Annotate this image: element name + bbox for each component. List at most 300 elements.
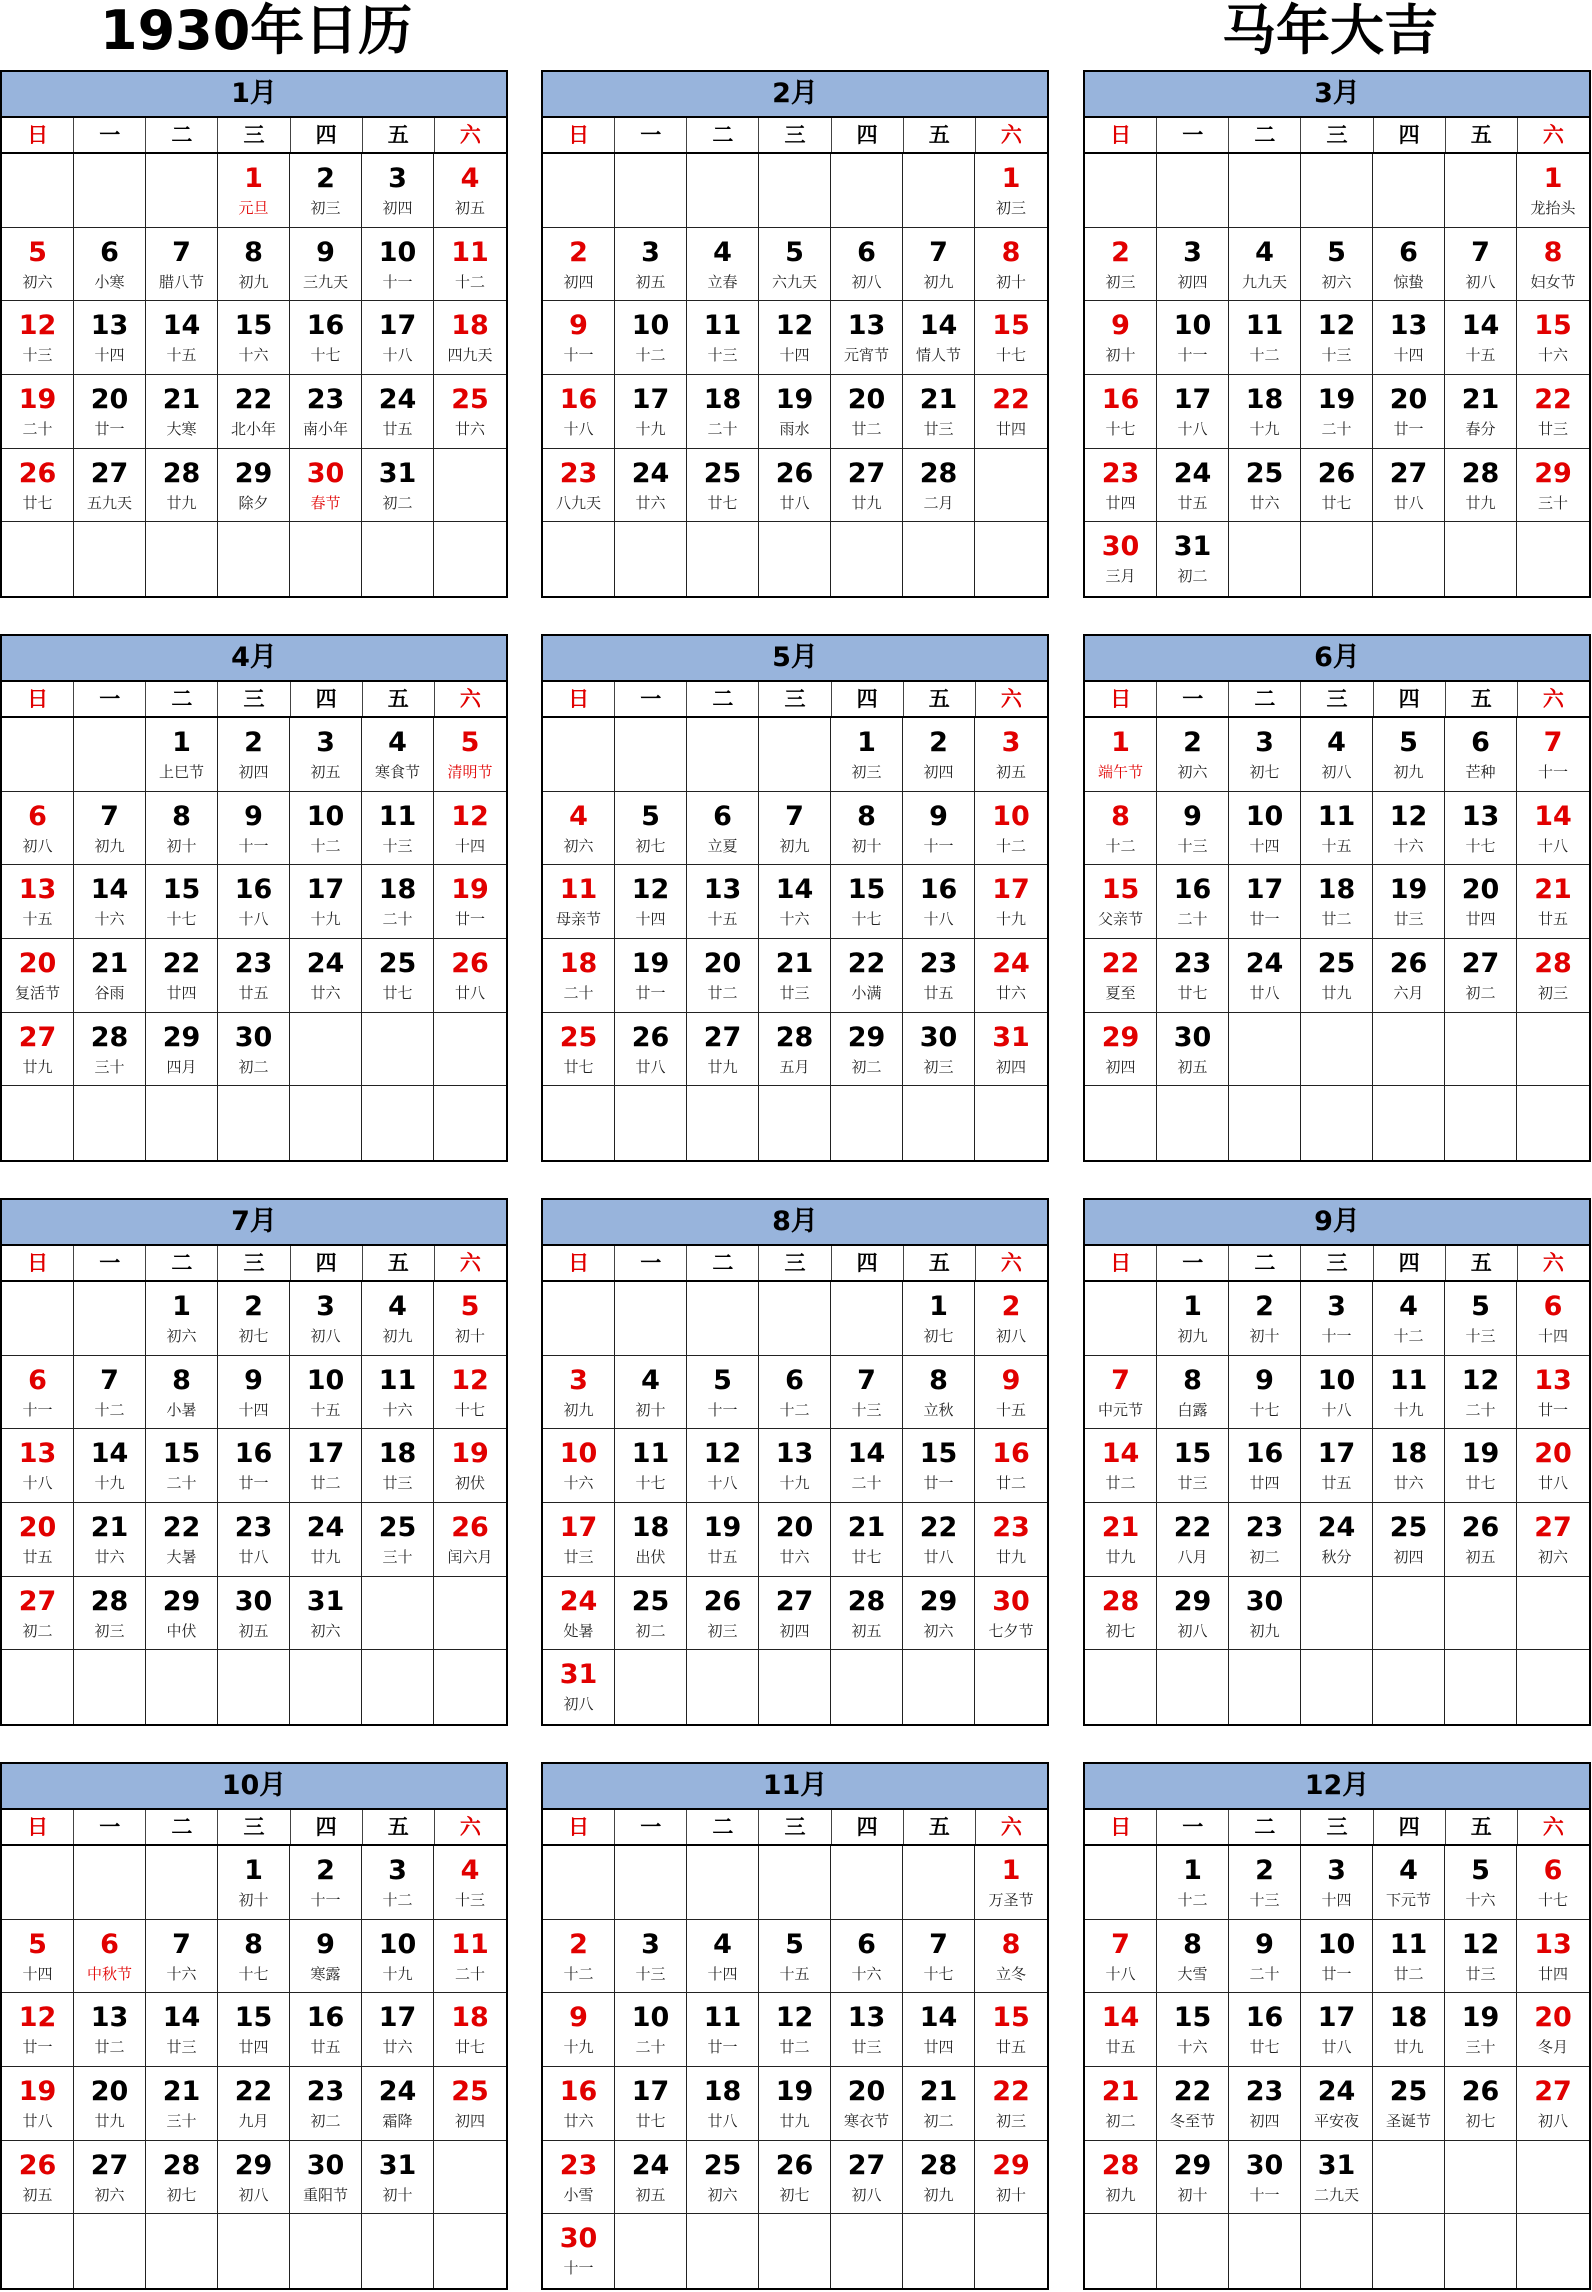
day-cell[interactable] [1445,1503,1517,1577]
day-cell[interactable] [831,939,903,1013]
day-cell[interactable] [1373,1356,1445,1430]
day-cell[interactable] [903,1013,975,1087]
day-cell[interactable] [1301,1846,1373,1920]
day-cell[interactable] [1373,792,1445,866]
day-cell[interactable] [218,1993,290,2067]
day-cell[interactable] [146,1429,218,1503]
day-cell[interactable] [1373,449,1445,523]
day-cell[interactable] [543,1356,615,1430]
day-cell[interactable] [759,1013,831,1087]
day-cell[interactable] [903,1356,975,1430]
day-cell[interactable] [687,1503,759,1577]
day-cell[interactable] [543,2214,615,2288]
day-cell[interactable] [1301,301,1373,375]
day-cell[interactable] [1229,792,1301,866]
day-cell[interactable] [831,1429,903,1503]
day-cell[interactable] [1517,1846,1589,1920]
day-cell[interactable] [1445,1993,1517,2067]
day-cell[interactable] [74,449,146,523]
day-cell[interactable] [434,1920,506,1994]
day-cell[interactable] [1445,375,1517,449]
day-cell[interactable] [975,1993,1047,2067]
day-cell[interactable] [2,1577,74,1651]
day-cell[interactable] [615,1993,687,2067]
day-cell[interactable] [74,1013,146,1087]
day-cell[interactable] [687,301,759,375]
day-cell[interactable] [903,2067,975,2141]
day-cell[interactable] [759,1429,831,1503]
day-cell[interactable] [218,1282,290,1356]
day-cell[interactable] [543,865,615,939]
day-cell[interactable] [615,228,687,302]
day-cell[interactable] [2,939,74,1013]
day-cell[interactable] [1517,1993,1589,2067]
day-cell[interactable] [74,1577,146,1651]
day-cell[interactable] [2,1920,74,1994]
day-cell[interactable] [831,1920,903,1994]
day-cell[interactable] [1445,718,1517,792]
day-cell[interactable] [1517,449,1589,523]
day-cell[interactable] [615,1920,687,1994]
day-cell[interactable] [543,1993,615,2067]
day-cell[interactable] [1085,301,1157,375]
day-cell[interactable] [1157,2067,1229,2141]
day-cell[interactable] [1157,1920,1229,1994]
day-cell[interactable] [74,2141,146,2215]
day-cell[interactable] [434,2067,506,2141]
day-cell[interactable] [434,865,506,939]
day-cell[interactable] [759,792,831,866]
day-cell[interactable] [1373,1920,1445,1994]
day-cell[interactable] [543,375,615,449]
day-cell[interactable] [1373,2067,1445,2141]
day-cell[interactable] [687,865,759,939]
day-cell[interactable] [1229,375,1301,449]
day-cell[interactable] [1157,1356,1229,1430]
day-cell[interactable] [1157,939,1229,1013]
day-cell[interactable] [759,1356,831,1430]
day-cell[interactable] [831,375,903,449]
day-cell[interactable] [759,2141,831,2215]
day-cell[interactable] [903,228,975,302]
day-cell[interactable] [543,1577,615,1651]
day-cell[interactable] [362,718,434,792]
day-cell[interactable] [74,1920,146,1994]
day-cell[interactable] [434,154,506,228]
day-cell[interactable] [1085,1577,1157,1651]
day-cell[interactable] [434,939,506,1013]
day-cell[interactable] [290,865,362,939]
day-cell[interactable] [1373,1503,1445,1577]
day-cell[interactable] [1301,449,1373,523]
day-cell[interactable] [146,449,218,523]
day-cell[interactable] [831,449,903,523]
day-cell[interactable] [1229,2141,1301,2215]
day-cell[interactable] [1373,865,1445,939]
day-cell[interactable] [1085,1356,1157,1430]
day-cell[interactable] [543,1013,615,1087]
day-cell[interactable] [831,228,903,302]
day-cell[interactable] [218,154,290,228]
day-cell[interactable] [1229,1282,1301,1356]
day-cell[interactable] [218,1356,290,1430]
day-cell[interactable] [74,1503,146,1577]
day-cell[interactable] [903,375,975,449]
day-cell[interactable] [1517,1356,1589,1430]
day-cell[interactable] [146,2141,218,2215]
day-cell[interactable] [1517,939,1589,1013]
day-cell[interactable] [362,1356,434,1430]
day-cell[interactable] [1085,449,1157,523]
day-cell[interactable] [975,1356,1047,1430]
day-cell[interactable] [1085,1429,1157,1503]
day-cell[interactable] [831,2067,903,2141]
day-cell[interactable] [759,449,831,523]
day-cell[interactable] [759,1577,831,1651]
day-cell[interactable] [1157,792,1229,866]
day-cell[interactable] [1445,865,1517,939]
day-cell[interactable] [1517,792,1589,866]
day-cell[interactable] [2,375,74,449]
day-cell[interactable] [615,1013,687,1087]
day-cell[interactable] [1445,939,1517,1013]
day-cell[interactable] [1085,718,1157,792]
day-cell[interactable] [74,1429,146,1503]
day-cell[interactable] [2,1013,74,1087]
day-cell[interactable] [831,301,903,375]
day-cell[interactable] [290,375,362,449]
day-cell[interactable] [903,1920,975,1994]
day-cell[interactable] [615,449,687,523]
day-cell[interactable] [903,2141,975,2215]
day-cell[interactable] [218,792,290,866]
day-cell[interactable] [1445,228,1517,302]
day-cell[interactable] [903,449,975,523]
day-cell[interactable] [146,2067,218,2141]
day-cell[interactable] [74,939,146,1013]
day-cell[interactable] [362,1920,434,1994]
day-cell[interactable] [1445,1920,1517,1994]
day-cell[interactable] [543,939,615,1013]
day-cell[interactable] [687,1577,759,1651]
day-cell[interactable] [687,792,759,866]
day-cell[interactable] [1373,1846,1445,1920]
day-cell[interactable] [687,449,759,523]
day-cell[interactable] [1157,375,1229,449]
day-cell[interactable] [975,154,1047,228]
day-cell[interactable] [1229,301,1301,375]
day-cell[interactable] [1085,1920,1157,1994]
day-cell[interactable] [903,718,975,792]
day-cell[interactable] [1157,2141,1229,2215]
day-cell[interactable] [218,375,290,449]
day-cell[interactable] [975,1846,1047,1920]
day-cell[interactable] [2,1503,74,1577]
day-cell[interactable] [2,2067,74,2141]
day-cell[interactable] [362,228,434,302]
day-cell[interactable] [1301,1503,1373,1577]
day-cell[interactable] [615,1577,687,1651]
day-cell[interactable] [1229,228,1301,302]
day-cell[interactable] [975,375,1047,449]
day-cell[interactable] [74,2067,146,2141]
day-cell[interactable] [1445,301,1517,375]
day-cell[interactable] [903,1577,975,1651]
day-cell[interactable] [218,449,290,523]
day-cell[interactable] [831,1577,903,1651]
day-cell[interactable] [362,939,434,1013]
day-cell[interactable] [903,865,975,939]
day-cell[interactable] [362,1846,434,1920]
day-cell[interactable] [1517,375,1589,449]
day-cell[interactable] [2,792,74,866]
day-cell[interactable] [1157,865,1229,939]
day-cell[interactable] [975,1429,1047,1503]
day-cell[interactable] [1373,1429,1445,1503]
day-cell[interactable] [2,865,74,939]
day-cell[interactable] [434,1282,506,1356]
day-cell[interactable] [1301,939,1373,1013]
day-cell[interactable] [146,939,218,1013]
day-cell[interactable] [74,865,146,939]
day-cell[interactable] [290,1577,362,1651]
day-cell[interactable] [146,1503,218,1577]
day-cell[interactable] [1301,228,1373,302]
day-cell[interactable] [1301,718,1373,792]
day-cell[interactable] [615,1503,687,1577]
day-cell[interactable] [218,865,290,939]
day-cell[interactable] [975,2141,1047,2215]
day-cell[interactable] [290,718,362,792]
day-cell[interactable] [218,939,290,1013]
day-cell[interactable] [1085,1503,1157,1577]
day-cell[interactable] [2,228,74,302]
day-cell[interactable] [1373,228,1445,302]
day-cell[interactable] [218,718,290,792]
day-cell[interactable] [218,1503,290,1577]
day-cell[interactable] [543,1650,615,1724]
day-cell[interactable] [687,1920,759,1994]
day-cell[interactable] [1157,1429,1229,1503]
day-cell[interactable] [146,1356,218,1430]
day-cell[interactable] [1445,792,1517,866]
day-cell[interactable] [74,228,146,302]
day-cell[interactable] [975,1577,1047,1651]
day-cell[interactable] [434,228,506,302]
day-cell[interactable] [1517,1429,1589,1503]
day-cell[interactable] [1301,375,1373,449]
day-cell[interactable] [1301,865,1373,939]
day-cell[interactable] [687,375,759,449]
day-cell[interactable] [290,1993,362,2067]
day-cell[interactable] [975,865,1047,939]
day-cell[interactable] [290,154,362,228]
day-cell[interactable] [687,939,759,1013]
day-cell[interactable] [362,1993,434,2067]
day-cell[interactable] [903,1993,975,2067]
day-cell[interactable] [687,1429,759,1503]
day-cell[interactable] [975,301,1047,375]
day-cell[interactable] [434,1503,506,1577]
day-cell[interactable] [434,301,506,375]
day-cell[interactable] [1373,301,1445,375]
day-cell[interactable] [1517,1920,1589,1994]
day-cell[interactable] [831,1503,903,1577]
day-cell[interactable] [1517,1282,1589,1356]
day-cell[interactable] [1373,1993,1445,2067]
day-cell[interactable] [146,1920,218,1994]
day-cell[interactable] [975,228,1047,302]
day-cell[interactable] [74,792,146,866]
day-cell[interactable] [831,792,903,866]
day-cell[interactable] [831,1356,903,1430]
day-cell[interactable] [290,1920,362,1994]
day-cell[interactable] [1517,228,1589,302]
day-cell[interactable] [362,792,434,866]
day-cell[interactable] [1229,1993,1301,2067]
day-cell[interactable] [290,1846,362,1920]
day-cell[interactable] [1229,1920,1301,1994]
day-cell[interactable] [290,2067,362,2141]
day-cell[interactable] [2,301,74,375]
day-cell[interactable] [1445,1846,1517,1920]
day-cell[interactable] [759,939,831,1013]
day-cell[interactable] [975,2067,1047,2141]
day-cell[interactable] [1229,939,1301,1013]
day-cell[interactable] [615,1429,687,1503]
day-cell[interactable] [1517,1503,1589,1577]
day-cell[interactable] [615,865,687,939]
day-cell[interactable] [218,1920,290,1994]
day-cell[interactable] [831,1013,903,1087]
day-cell[interactable] [1085,1993,1157,2067]
day-cell[interactable] [543,1503,615,1577]
day-cell[interactable] [1229,1577,1301,1651]
day-cell[interactable] [1517,154,1589,228]
day-cell[interactable] [218,228,290,302]
day-cell[interactable] [1085,375,1157,449]
day-cell[interactable] [903,939,975,1013]
day-cell[interactable] [218,2067,290,2141]
day-cell[interactable] [1301,792,1373,866]
day-cell[interactable] [1373,718,1445,792]
day-cell[interactable] [975,1920,1047,1994]
day-cell[interactable] [1085,2067,1157,2141]
day-cell[interactable] [1085,2141,1157,2215]
day-cell[interactable] [290,2141,362,2215]
day-cell[interactable] [434,1356,506,1430]
day-cell[interactable] [1445,2067,1517,2141]
day-cell[interactable] [146,1013,218,1087]
day-cell[interactable] [687,2067,759,2141]
day-cell[interactable] [903,792,975,866]
day-cell[interactable] [687,1013,759,1087]
day-cell[interactable] [543,792,615,866]
day-cell[interactable] [687,1993,759,2067]
day-cell[interactable] [615,375,687,449]
day-cell[interactable] [1085,792,1157,866]
day-cell[interactable] [146,718,218,792]
day-cell[interactable] [1229,1429,1301,1503]
day-cell[interactable] [759,1993,831,2067]
day-cell[interactable] [218,2141,290,2215]
day-cell[interactable] [434,375,506,449]
day-cell[interactable] [975,939,1047,1013]
day-cell[interactable] [1157,1503,1229,1577]
day-cell[interactable] [975,718,1047,792]
day-cell[interactable] [543,2141,615,2215]
day-cell[interactable] [362,1429,434,1503]
day-cell[interactable] [1229,2067,1301,2141]
day-cell[interactable] [290,1503,362,1577]
day-cell[interactable] [362,375,434,449]
day-cell[interactable] [903,1503,975,1577]
day-cell[interactable] [759,2067,831,2141]
day-cell[interactable] [74,1356,146,1430]
day-cell[interactable] [1157,1577,1229,1651]
day-cell[interactable] [2,1356,74,1430]
day-cell[interactable] [2,449,74,523]
day-cell[interactable] [290,1429,362,1503]
day-cell[interactable] [1085,522,1157,596]
day-cell[interactable] [1229,1356,1301,1430]
day-cell[interactable] [543,301,615,375]
day-cell[interactable] [975,1503,1047,1577]
day-cell[interactable] [1157,1013,1229,1087]
day-cell[interactable] [1229,449,1301,523]
day-cell[interactable] [903,301,975,375]
day-cell[interactable] [831,2141,903,2215]
day-cell[interactable] [1229,718,1301,792]
day-cell[interactable] [146,865,218,939]
day-cell[interactable] [759,228,831,302]
day-cell[interactable] [1157,1993,1229,2067]
day-cell[interactable] [290,301,362,375]
day-cell[interactable] [2,1429,74,1503]
day-cell[interactable] [290,228,362,302]
day-cell[interactable] [543,228,615,302]
day-cell[interactable] [615,2067,687,2141]
day-cell[interactable] [1301,2067,1373,2141]
day-cell[interactable] [543,2067,615,2141]
day-cell[interactable] [831,718,903,792]
day-cell[interactable] [146,1577,218,1651]
day-cell[interactable] [146,792,218,866]
day-cell[interactable] [146,228,218,302]
day-cell[interactable] [543,1920,615,1994]
day-cell[interactable] [434,1429,506,1503]
day-cell[interactable] [290,792,362,866]
day-cell[interactable] [1373,1282,1445,1356]
day-cell[interactable] [1301,2141,1373,2215]
day-cell[interactable] [1517,301,1589,375]
day-cell[interactable] [290,1356,362,1430]
day-cell[interactable] [1157,1846,1229,1920]
day-cell[interactable] [1517,865,1589,939]
day-cell[interactable] [290,939,362,1013]
day-cell[interactable] [1373,375,1445,449]
day-cell[interactable] [362,865,434,939]
day-cell[interactable] [1229,1846,1301,1920]
day-cell[interactable] [615,2141,687,2215]
day-cell[interactable] [1157,522,1229,596]
day-cell[interactable] [74,1993,146,2067]
day-cell[interactable] [1301,1429,1373,1503]
day-cell[interactable] [362,1503,434,1577]
day-cell[interactable] [831,865,903,939]
day-cell[interactable] [1085,865,1157,939]
day-cell[interactable] [434,792,506,866]
